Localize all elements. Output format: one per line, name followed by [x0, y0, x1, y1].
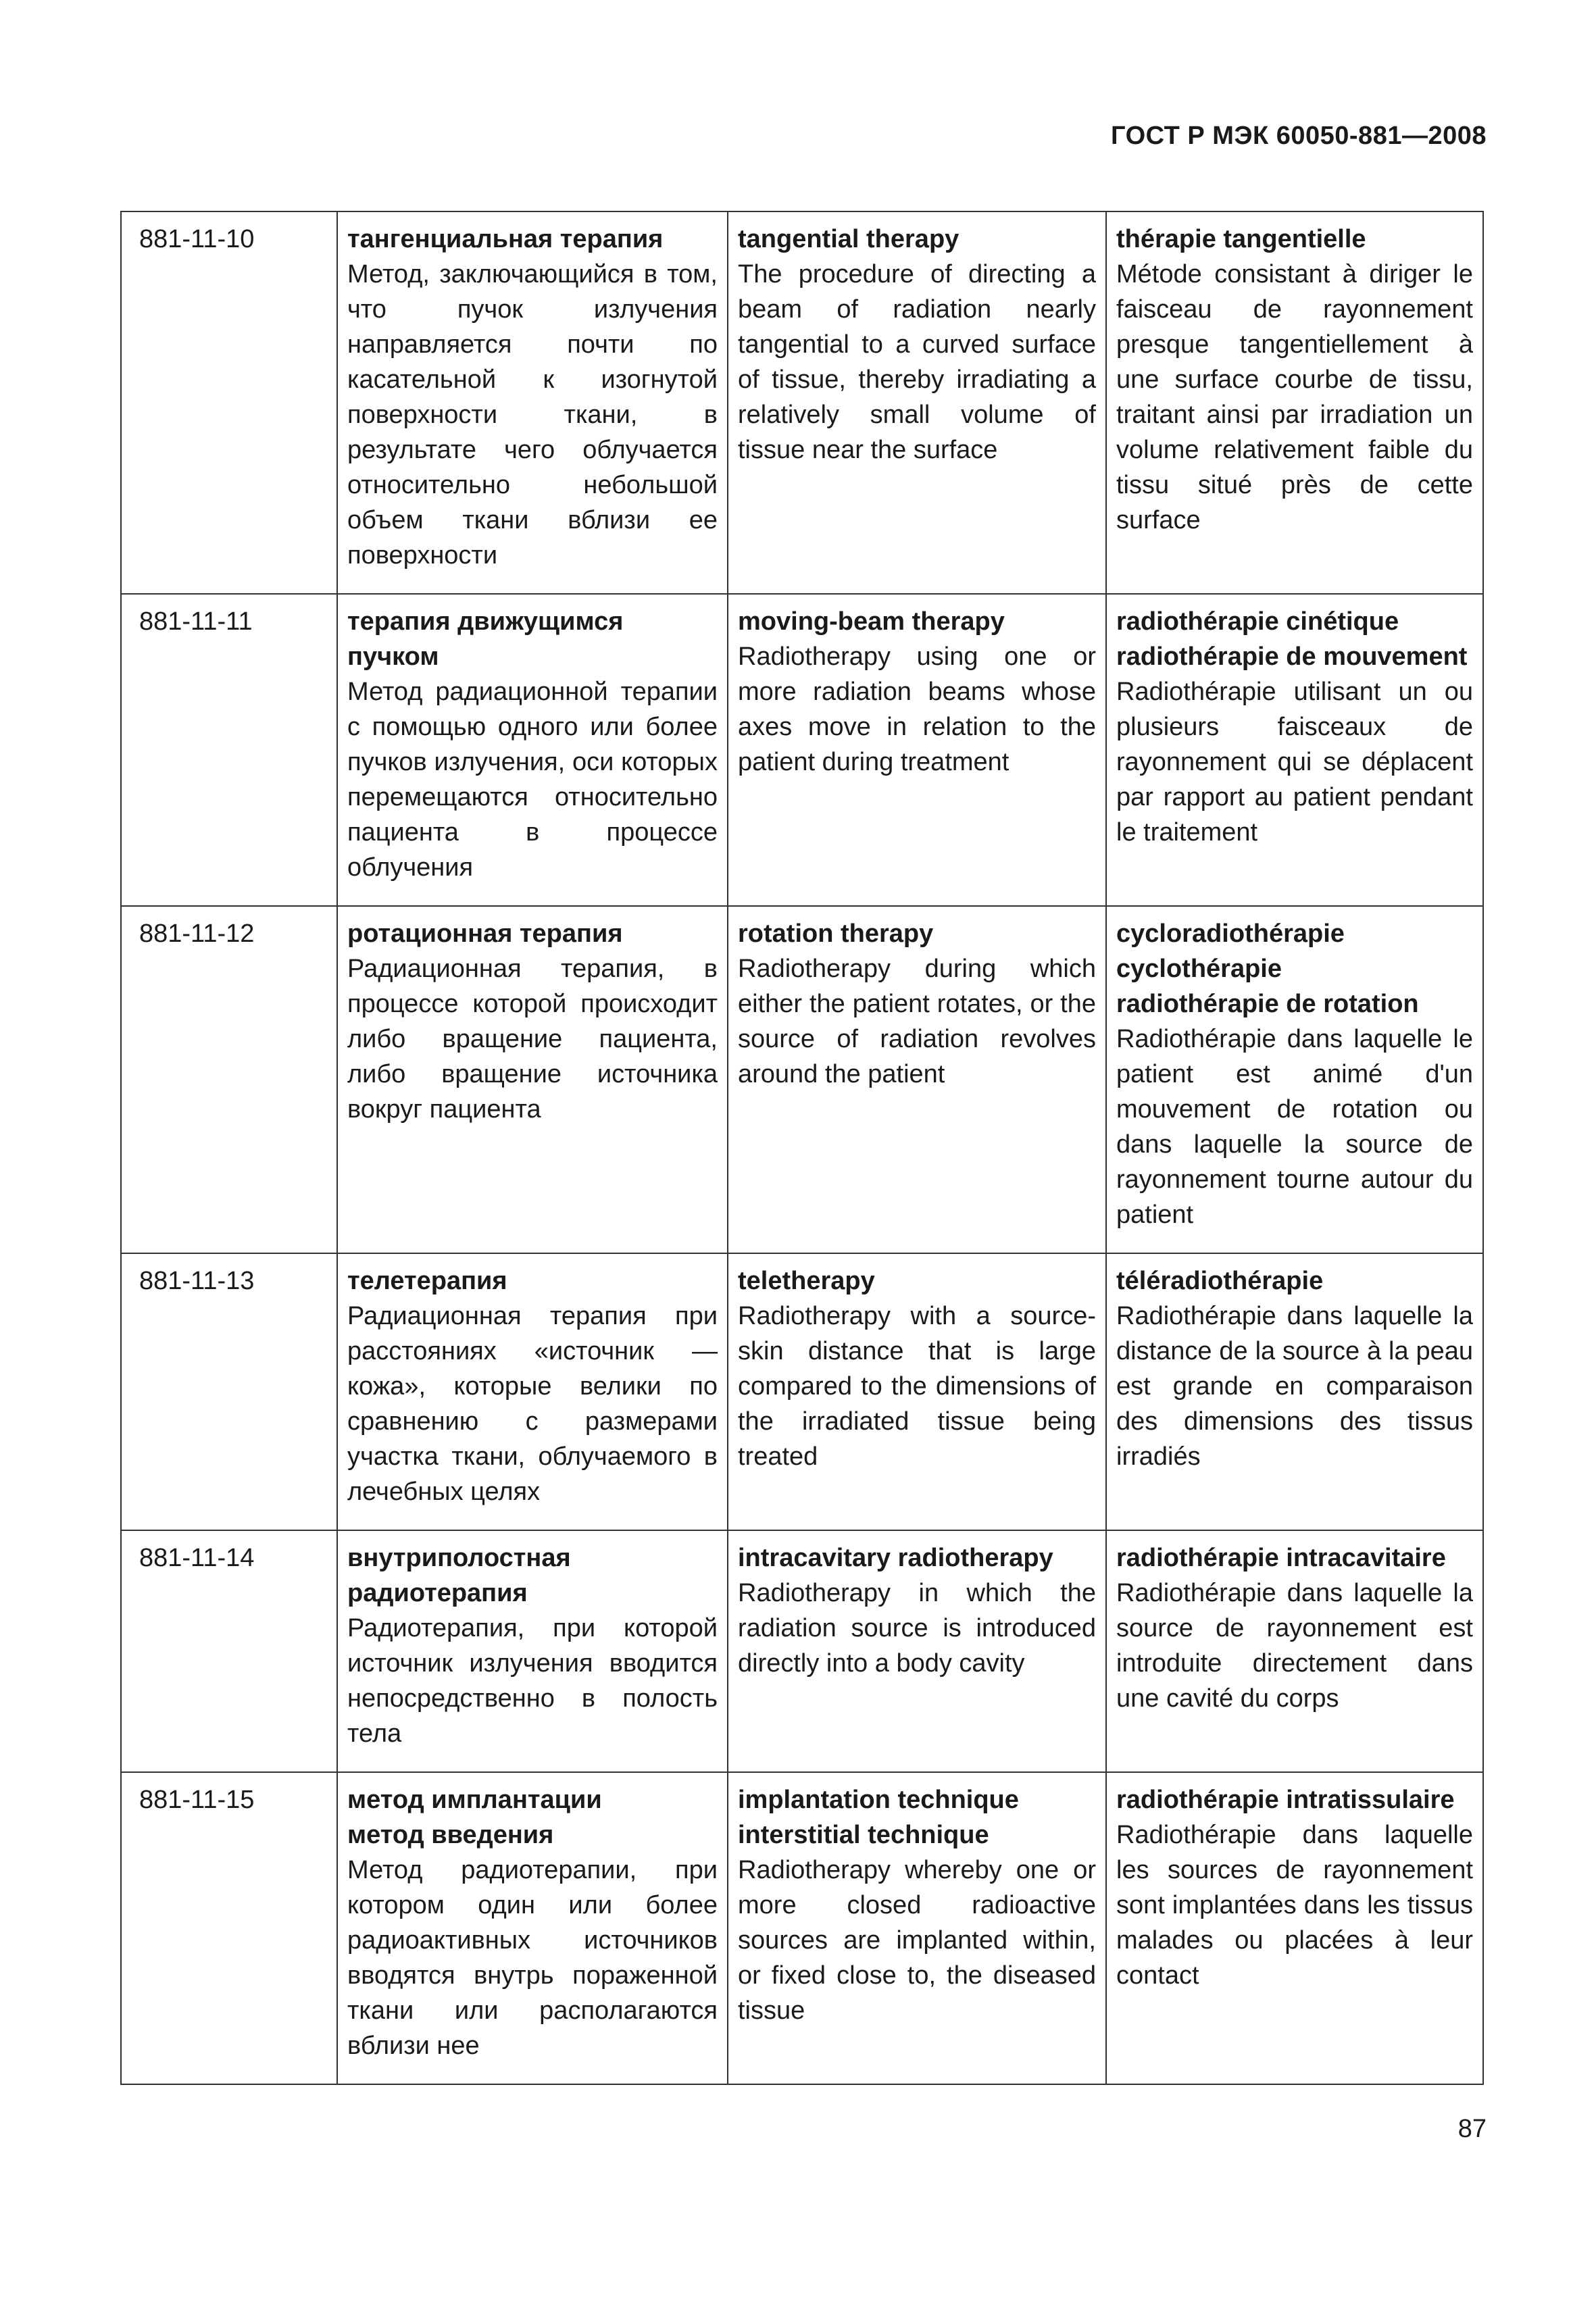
table-row: [121, 1253, 1483, 1530]
term-name: téléradiothérapie: [1116, 1267, 1324, 1295]
term-number: 881-11-10: [121, 211, 337, 594]
term-name: телетерапия: [347, 1267, 507, 1295]
term-cell-en: [728, 1772, 1106, 2084]
term-cell-en: [728, 594, 1106, 906]
term-cell-fr: [1106, 1253, 1483, 1530]
term-definition: The procedure of directing a beam of radiation nearly tangential to a curved surface of tissue, thereby irradiating a relatively small volume of tissue near the surface: [738, 260, 1096, 464]
term-definition: Radiothérapie dans laquelle la source de rayonnement est introduite directement dans une cavité du corps: [1116, 1579, 1473, 1713]
term-number: 881-11-13: [121, 1253, 337, 1530]
term-definition: Radiotherapy with a source-skin distance that is large compared to the dimensions of the irradiated tissue being treated: [738, 1302, 1096, 1471]
term-number: 881-11-14: [121, 1530, 337, 1772]
term-name: тангенциальная терапия: [347, 225, 664, 253]
term-name: radiothérapie de mouvement: [1116, 643, 1468, 671]
term-name: метод имплантации: [347, 1786, 602, 1814]
term-name: radiothérapie intratissulaire: [1116, 1786, 1455, 1814]
term-definition: Radiotherapy whereby one or more closed radioactive sources are implanted within, or fixed close to, the diseased tissue: [738, 1856, 1096, 2025]
term-name: interstitial technique: [738, 1821, 989, 1849]
term-definition: Метод радиотерапии, при котором один или более радиоактивных источников вводятся внутрь пораженной ткани или располагаются вблизи нее: [347, 1856, 718, 2060]
term-definition: Метод радиационной терапии с помощью одного или более пучков излучения, оси которых перемещаются относительно пациента в процессе облучения: [347, 678, 718, 882]
term-name: radiothérapie cinétique: [1116, 607, 1399, 636]
term-definition: Radiotherapy in which the radiation source is introduced directly into a body cavity: [738, 1579, 1096, 1678]
term-name: cycloradiothérapie: [1116, 920, 1345, 948]
term-number: 881-11-11: [121, 594, 337, 906]
term-cell-fr: [1106, 906, 1483, 1253]
term-cell-ru: [337, 906, 728, 1253]
term-cell-ru: [337, 594, 728, 906]
term-name: teletherapy: [738, 1267, 875, 1295]
term-definition: Radiothérapie dans laquelle la distance de la source à la peau est grande en comparaison des dimensions des tissus irradiés: [1116, 1302, 1473, 1471]
term-name: implantation technique: [738, 1786, 1019, 1814]
term-number: 881-11-12: [121, 906, 337, 1253]
term-definition: Radiotherapy during which either the patient rotates, or the source of radiation revolves around the patient: [738, 955, 1096, 1088]
term-name: cyclothérapie: [1116, 955, 1282, 983]
term-cell-en: [728, 1530, 1106, 1772]
terminology-table: [120, 211, 1484, 2085]
term-definition: Радиотерапия, при которой источник излучения вводится непосредственно в полость тела: [347, 1614, 718, 1748]
term-name: терапия движущимся пучком: [347, 607, 624, 671]
table-row: [121, 906, 1483, 1253]
term-name: rotation therapy: [738, 920, 934, 948]
term-definition: Радиационная терапия при расстояниях «источник — кожа», которые велики по сравнению с размерами участка ткани, облучаемого в лечебных целях: [347, 1302, 718, 1506]
term-cell-fr: [1106, 594, 1483, 906]
term-cell-en: [728, 906, 1106, 1253]
term-name: метод введения: [347, 1821, 554, 1849]
term-name: intracavitary radiotherapy: [738, 1544, 1053, 1572]
terminology-table-body: [121, 211, 1483, 2084]
term-definition: Radiothérapie utilisant un ou plusieurs faisceaux de rayonnement qui se déplacent par rapport au patient pendant le traitement: [1116, 678, 1473, 847]
term-cell-ru: [337, 1772, 728, 2084]
term-name: moving-beam therapy: [738, 607, 1005, 636]
term-name: ротационная терапия: [347, 920, 623, 948]
term-definition: Радиационная терапия, в процессе которой происходит либо вращение пациента, либо вращение источника вокруг пациента: [347, 955, 718, 1124]
term-definition: Métode consistant à diriger le faisceau de rayonnement presque tangentiellement à une surface courbe de tissu, traitant ainsi par irradiation un volume relativement faible du tissu situé près de cette surface: [1116, 260, 1473, 534]
term-cell-en: [728, 211, 1106, 594]
table-row: [121, 211, 1483, 594]
term-name: tangential therapy: [738, 225, 959, 253]
term-cell-ru: [337, 1530, 728, 1772]
table-row: [121, 594, 1483, 906]
table-row: [121, 1530, 1483, 1772]
term-definition: Radiotherapy using one or more radiation beams whose axes move in relation to the patient during treatment: [738, 643, 1096, 776]
table-row: [121, 1772, 1483, 2084]
document-header: ГОСТ Р МЭК 60050-881—2008: [1111, 122, 1487, 150]
term-definition: Radiothérapie dans laquelle le patient est animé d'un mouvement de rotation ou dans laquelle la source de rayonnement tourne autour du patient: [1116, 1025, 1473, 1229]
term-cell-fr: [1106, 1530, 1483, 1772]
term-cell-fr: [1106, 211, 1483, 594]
term-cell-ru: [337, 211, 728, 594]
term-cell-en: [728, 1253, 1106, 1530]
term-cell-fr: [1106, 1772, 1483, 2084]
term-name: thérapie tangentielle: [1116, 225, 1366, 253]
term-name: внутриполостная радиотерапия: [347, 1544, 571, 1607]
term-name: radiothérapie de rotation: [1116, 990, 1419, 1018]
term-cell-ru: [337, 1253, 728, 1530]
term-definition: Radiothérapie dans laquelle les sources de rayonnement sont implantées dans les tissus malades ou placées à leur contact: [1116, 1821, 1473, 1990]
page-number: 87: [1457, 2115, 1487, 2143]
term-definition: Метод, заключающийся в том, что пучок излучения направляется почти по касательной к изогнутой поверхности ткани, в результате чего облучается относительно небольшой объем ткани вблизи ее поверхности: [347, 260, 718, 570]
term-number: 881-11-15: [121, 1772, 337, 2084]
term-name: radiothérapie intracavitaire: [1116, 1544, 1446, 1572]
